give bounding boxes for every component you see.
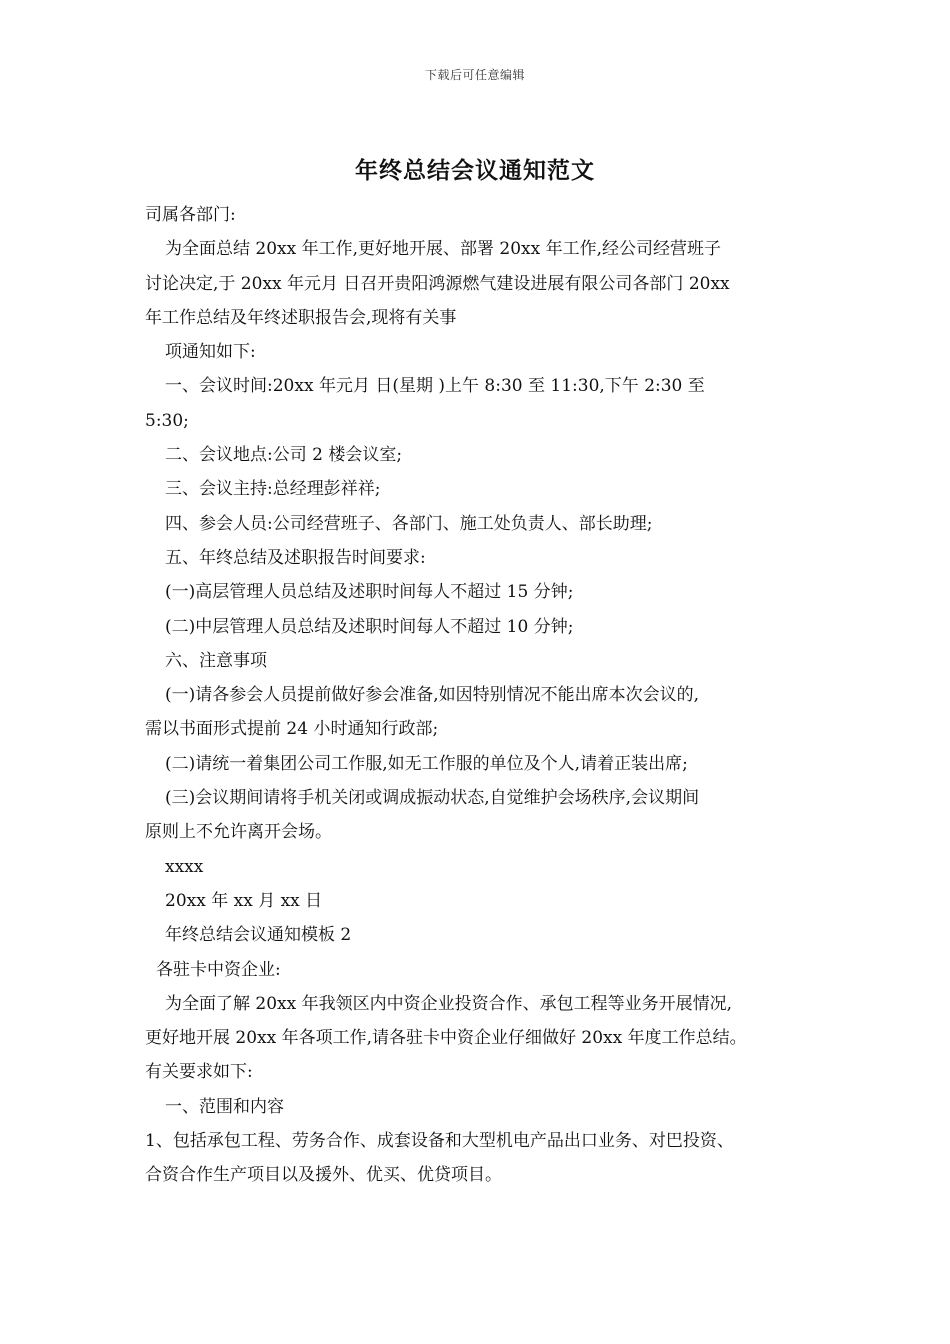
body-line: 原则上不允许离开会场。 [145, 822, 332, 843]
body-line: 一、会议时间:20xx 年元月 日(星期 )上午 8:30 至 11:30,下午 2:30 至 [165, 376, 705, 397]
body-line: 为全面总结 20xx 年工作,更好地开展、部署 20xx 年工作,经公司经营班子 [165, 239, 722, 260]
body-line: 讨论决定,于 20xx 年元月 日召开贵阳鸿源燃气建设进展有限公司各部门 20xx [145, 273, 730, 294]
body-line: 三、会议主持:总经理彭祥祥; [165, 479, 381, 500]
body-line: 年工作总结及年终述职报告会,现将有关事 [145, 307, 457, 328]
body-line: (二)中层管理人员总结及述职时间每人不超过 10 分钟; [165, 616, 574, 637]
body-line: 合资合作生产项目以及援外、优买、优贷项目。 [145, 1165, 502, 1186]
body-line: 有关要求如下: [145, 1062, 253, 1083]
document-title: 年终总结会议通知范文 [355, 157, 595, 184]
body-line: 5:30; [145, 410, 189, 431]
body-line: xxxx [165, 856, 204, 877]
body-line: 各驻卡中资企业: [156, 959, 281, 980]
body-line: 需以书面形式提前 24 小时通知行政部; [145, 719, 439, 740]
body-line: 20xx 年 xx 月 xx 日 [165, 890, 323, 911]
body-line: 1、包括承包工程、劳务合作、成套设备和大型机电产品出口业务、对巴投资、 [145, 1131, 734, 1152]
body-line: 司属各部门: [145, 205, 236, 225]
body-line: (二)请统一着集团公司工作服,如无工作服的单位及个人,请着正装出席; [165, 753, 688, 774]
body-line: 更好地开展 20xx 年各项工作,请各驻卡中资企业仔细做好 20xx 年度工作总结。 [145, 1028, 747, 1049]
body-line: 项通知如下: [165, 342, 256, 363]
body-line: 五、年终总结及述职报告时间要求: [165, 547, 426, 568]
body-line: 为全面了解 20xx 年我领区内中资企业投资合作、承包工程等业务开展情况, [165, 993, 733, 1014]
body-line: 六、注意事项 [165, 650, 267, 671]
body-line: 年终总结会议通知模板 2 [165, 925, 352, 946]
body-line: (三)会议期间请将手机关闭或调成振动状态,自觉维护会场秩序,会议期间 [165, 788, 700, 809]
header-note: 下载后可任意编辑 [424, 68, 525, 82]
body-line: 四、参会人员:公司经营班子、各部门、施工处负责人、部长助理; [165, 513, 653, 534]
document-body [145, 198, 825, 1193]
body-line: (一)请各参会人员提前做好参会准备,如因特别情况不能出席本次会议的, [165, 685, 700, 706]
body-line: 二、会议地点:公司 2 楼会议室; [165, 445, 403, 466]
body-line: 一、范围和内容 [165, 1096, 284, 1117]
body-line: (一)高层管理人员总结及述职时间每人不超过 15 分钟; [165, 582, 574, 603]
